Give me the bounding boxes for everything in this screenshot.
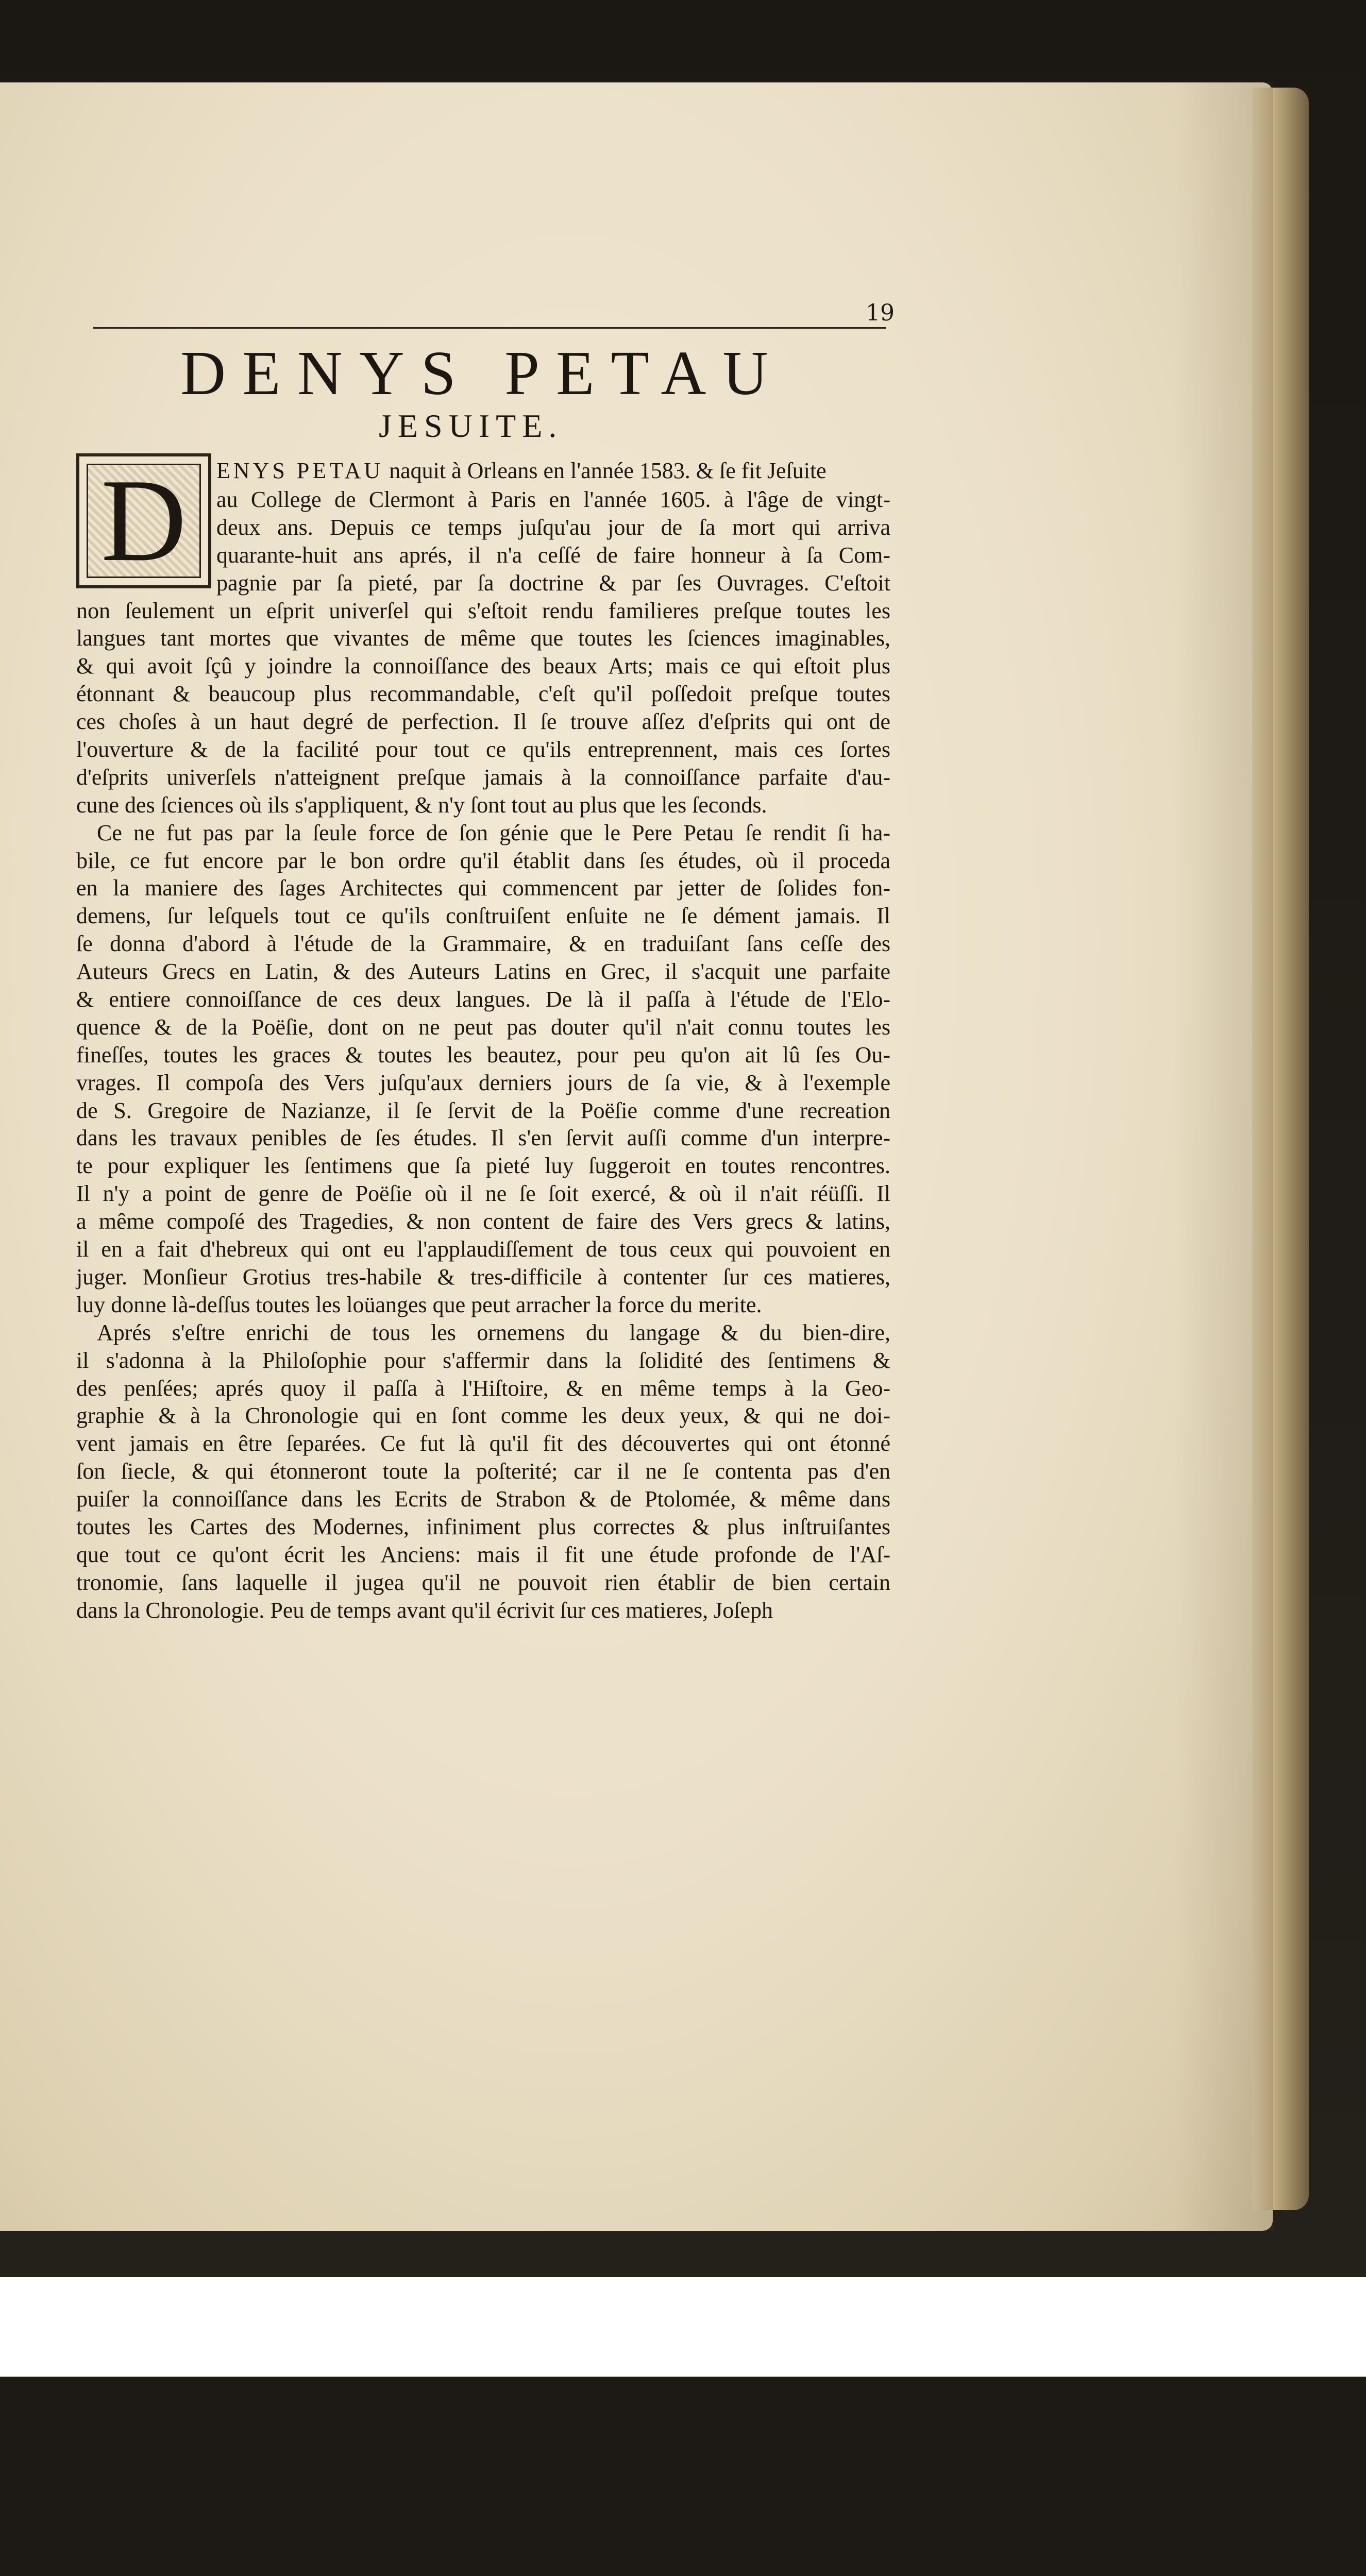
text-line: & qui avoit ſçû y joindre la connoiſſance des beaux Arts; mais ce qui eſtoit plus <box>76 653 890 679</box>
text-line: vent jamais en être ſeparées. Ce fut là qu'il fit des découvertes qui ont étonné <box>76 1431 890 1456</box>
text-line: l'ouverture & de la facilité pour tout ce qu'ils entreprennent, mais ces ſortes <box>76 737 890 762</box>
page-title: DENYS PETAU <box>180 338 785 408</box>
text-line: quarante-huit ans aprés, il n'a ceſſé de faire honneur à ſa Com- <box>216 542 890 568</box>
text-line: il en a fait d'hebreux qui ont eu l'applaudiſſement de tous ceux qui pouvoient en <box>76 1236 890 1262</box>
first-line <box>216 457 890 485</box>
text-line: Il n'y a point de genre de Poëſie où il ne ſe ſoit exercé, & où il n'ait réüſſi. Il <box>76 1181 890 1207</box>
first-line-smallcaps: ENYS PETAU <box>216 458 384 483</box>
body-text <box>76 486 890 1624</box>
text-line: fineſſes, toutes les graces & toutes les beautez, pour peu qu'on ait lû ſes Ou- <box>76 1042 890 1067</box>
initial-letter: D <box>100 454 187 586</box>
text-line: luy donne là-deſſus toutes les loüanges que peut arracher la force du merite. <box>76 1292 762 1317</box>
text-line: de S. Gregoire de Nazianze, il ſe ſervit de la Poëſie comme d'une recreation <box>76 1097 890 1123</box>
header-rule <box>93 327 886 329</box>
text-line: au College de Clermont à Paris en l'année 1605. à l'âge de vingt- <box>216 487 890 512</box>
page-shade <box>1175 82 1273 2231</box>
page-number: 19 <box>866 300 895 326</box>
text-line: puiſer la connoiſſance dans les Ecrits de Strabon & de Ptolomée, & même dans <box>76 1486 890 1512</box>
text-line: ces choſes à un haut degré de perfection. Il ſe trouve aſſez d'eſprits qui ont de <box>76 709 890 735</box>
text-line: ſe donna d'abord à l'étude de la Grammaire, & en traduiſant ſans ceſſe des <box>76 931 890 957</box>
text-line: d'eſprits univerſels n'atteignent preſque jamais à la connoiſſance parfaite d'au- <box>76 764 890 790</box>
text-line: étonnant & beaucoup plus recommandable, c'eſt qu'il poſſedoit preſque toutes <box>76 681 890 707</box>
text-line: que tout ce qu'ont écrit les Anciens: mais il fit une étude profonde de l'Aſ- <box>76 1541 890 1567</box>
text-line: graphie & à la Chronologie qui en ſont comme les deux yeux, & qui ne doi- <box>76 1403 890 1429</box>
text-line: il s'adonna à la Philoſophie pour s'affermir dans la ſolidité des ſentimens & <box>76 1347 890 1373</box>
text-line: vrages. Il compoſa des Vers juſqu'aux derniers jours de ſa vie, & à l'exemple <box>76 1070 890 1095</box>
viewer-footer <box>0 2277 1366 2377</box>
text-line: tronomie, ſans laquelle il jugea qu'il ne pouvoit rien établir de bien certain <box>76 1569 890 1595</box>
page-subtitle: JESUITE. <box>379 408 563 444</box>
text-line: en la maniere des ſages Architectes qui commencent par jetter de ſolides fon- <box>76 875 890 901</box>
text-line: te pour expliquer les ſentimens que ſa pieté luy ſuggeroit en toutes rencontres. <box>76 1153 890 1179</box>
text-line: demens, ſur leſquels tout ce qu'ils conſtruiſent enſuite ne ſe dément jamais. Il <box>76 903 890 929</box>
text-line: bile, ce fut encore par le bon ordre qu'il établit dans ſes études, où il proceda <box>76 848 890 873</box>
text-line: a même compoſé des Tragedies, & non content de faire des Vers grecs & latins, <box>76 1209 890 1234</box>
text-line: cune des ſciences où ils s'appliquent, & n'y ſont tout au plus que les ſeconds. <box>76 792 767 818</box>
text-line: deux ans. Depuis ce temps juſqu'au jour de ſa mort qui arriva <box>216 514 890 540</box>
text-line: langues tant mortes que vivantes de même que toutes les ſciences imaginables, <box>76 625 890 651</box>
text-line: & entiere connoiſſance de ces deux langues. De là il paſſa à l'étude de l'Elo- <box>76 987 890 1012</box>
text-line: Aprés s'eſtre enrichi de tous les ornemens du langage & du bien-dire, <box>97 1319 890 1345</box>
text-line: Ce ne fut pas par la ſeule force de ſon génie que le Pere Petau ſe rendit ſi ha- <box>97 820 890 845</box>
text-line: dans les travaux penibles de ſes études. Il s'en ſervit auſſi comme d'un interpre- <box>76 1125 890 1151</box>
text-line: Auteurs Grecs en Latin, & des Auteurs Latins en Grec, il s'acquit une parfaite <box>76 959 890 985</box>
text-line: toutes les Cartes des Modernes, infiniment plus correctes & plus inſtruiſantes <box>76 1514 890 1539</box>
first-line-rest: naquit à Orleans en l'année 1583. & ſe fit Jeſuite <box>383 458 827 483</box>
text-line: quence & de la Poëſie, dont on ne peut pas douter qu'il n'ait connu toutes les <box>76 1014 890 1040</box>
text-line: dans la Chronologie. Peu de temps avant qu'il écrivit ſur ces matieres, Joſeph <box>76 1597 773 1623</box>
text-line: non ſeulement un eſprit univerſel qui s'eſtoit rendu familieres preſque toutes les <box>76 598 890 623</box>
text-line: pagnie par ſa pieté, par ſa doctrine & par ſes Ouvrages. C'eſtoit <box>216 570 890 596</box>
text-line: des penſées; aprés quoy il paſſa à l'Hiſtoire, & en même temps à la Geo- <box>76 1375 890 1401</box>
text-line: juger. Monſieur Grotius tres-habile & tres-difficile à contenter ſur ces matieres, <box>76 1264 890 1290</box>
text-line: ſon ſiecle, & qui étonneront toute la poſterité; car il ne ſe contenta pas d'en <box>76 1459 890 1484</box>
